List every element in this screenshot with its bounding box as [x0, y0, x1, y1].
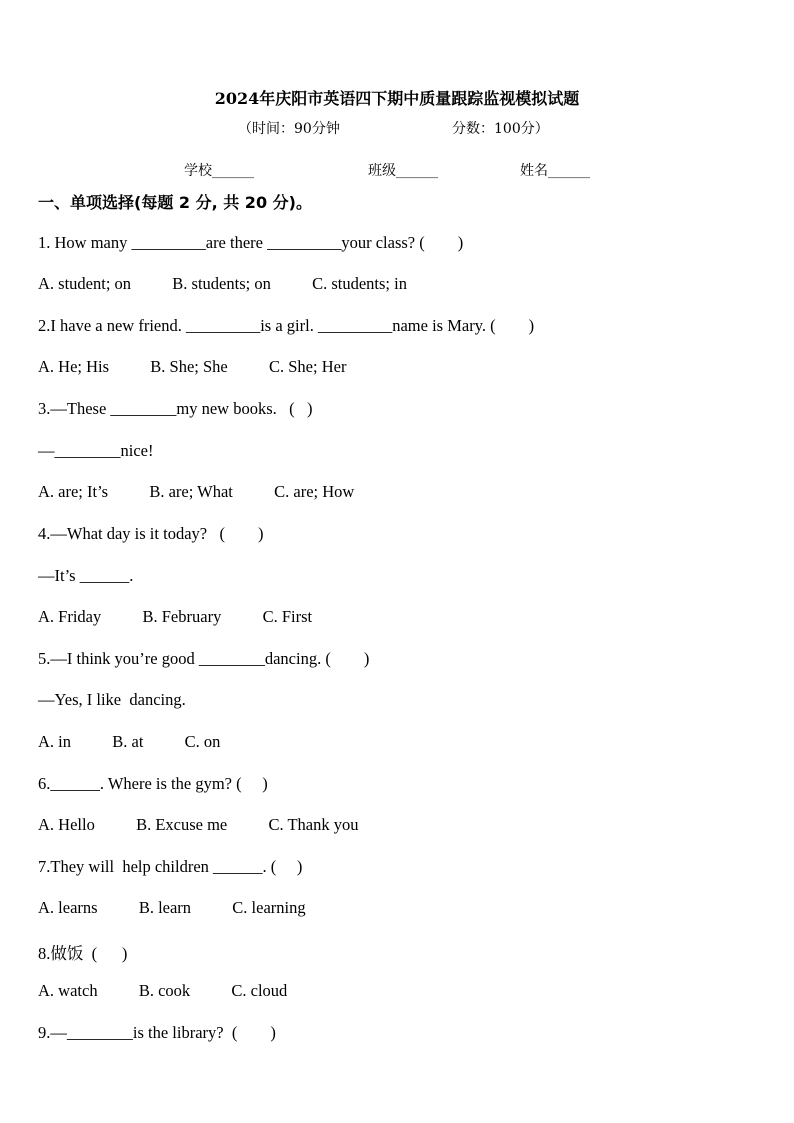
- class-field: 班级______: [368, 163, 438, 179]
- question-6-options: A. Hello B. Excuse me C. Thank you: [38, 815, 359, 834]
- question-7-options: A. learns B. learn C. learning: [38, 898, 306, 917]
- question-3-options: A. are; It’s B. are; What C. are; How: [38, 482, 355, 501]
- question-8-options: A. watch B. cook C. cloud: [38, 981, 288, 1000]
- school-field: 学校______: [184, 163, 254, 179]
- question-3: 3.—These ________my new books. ( ): [38, 399, 313, 418]
- name-field: 姓名______: [520, 163, 590, 179]
- question-5-options: A. in B. at C. on: [38, 732, 221, 751]
- question-4: 4.—What day is it today? ( ): [38, 524, 264, 543]
- question-1-options: A. student; on B. students; on C. students; in: [38, 274, 407, 293]
- question-7: 7.They will help children ______. ( ): [38, 857, 303, 876]
- question-5-response: —Yes, I like dancing.: [38, 690, 186, 709]
- question-2-options: A. He; His B. She; She C. She; Her: [38, 357, 347, 376]
- question-9: 9.—________is the library? ( ): [38, 1023, 276, 1042]
- question-4-response: —It’s ______.: [38, 566, 134, 585]
- question-3-response: —________nice!: [38, 441, 154, 460]
- question-6: 6.______. Where is the gym? ( ): [38, 774, 268, 793]
- exam-score: 分数：100分）: [452, 121, 549, 137]
- question-8: 8.做饭 ( ): [38, 944, 128, 963]
- question-5: 5.—I think you’re good ________dancing. ( ): [38, 649, 370, 668]
- section-title: 一、单项选择(每题 2 分, 共 20 分)。: [38, 193, 312, 212]
- question-1: 1. How many _________are there _________your class? ( ): [38, 233, 464, 252]
- question-4-options: A. Friday B. February C. First: [38, 607, 313, 626]
- page-title: 2024年庆阳市英语四下期中质量跟踪监视模拟试题: [214, 89, 580, 108]
- question-2: 2.I have a new friend. _________is a girl. _________name is Mary. ( ): [38, 316, 535, 335]
- exam-time: （时间：90分钟: [238, 121, 340, 137]
